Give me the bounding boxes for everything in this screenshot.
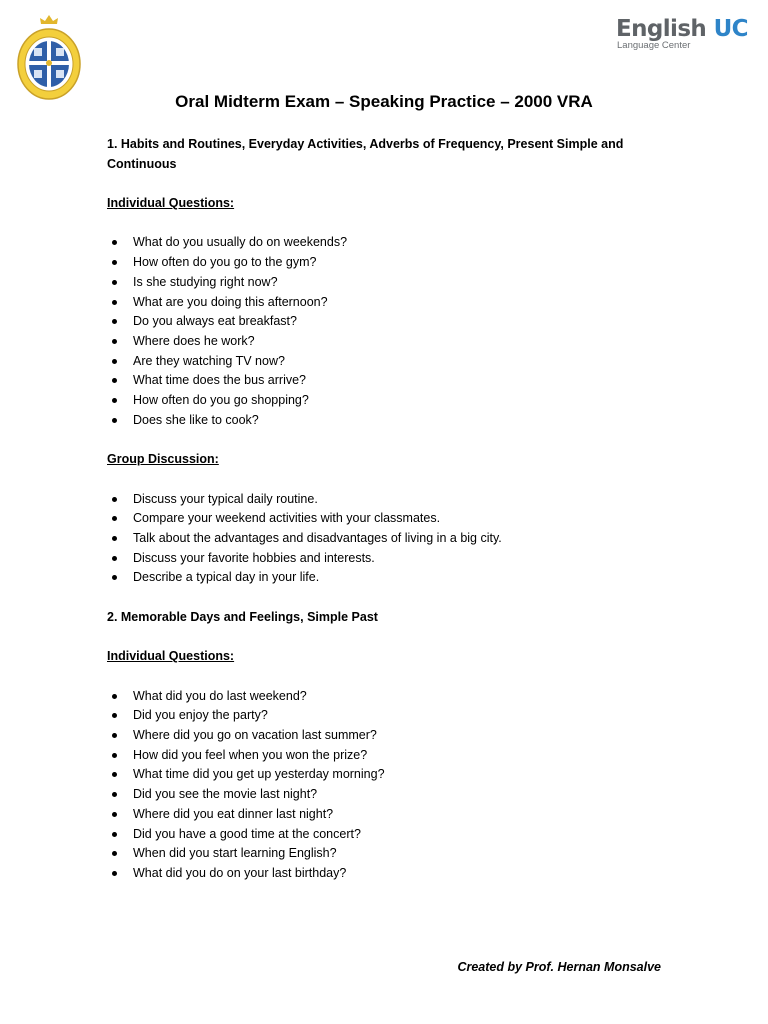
list-item: Are they watching TV now? [107, 352, 667, 372]
english-uc-logo [616, 14, 756, 51]
brand-accent-text: UC [713, 16, 748, 42]
list-item: What time does the bus arrive? [107, 371, 667, 391]
section-1-group-list [107, 490, 667, 589]
page-title: Oral Midterm Exam – Speaking Practice – 2000 VRA [175, 92, 593, 111]
list-item: What time did you get up yesterday morning? [107, 765, 667, 785]
brand-main-text: English [616, 16, 707, 42]
list-item: What did you do on your last birthday? [107, 864, 667, 884]
list-item: Talk about the advantages and disadvantages of living in a big city. [107, 529, 667, 549]
list-item: Did you enjoy the party? [107, 706, 667, 726]
list-item: Discuss your typical daily routine. [107, 490, 667, 510]
list-item: Discuss your favorite hobbies and interests. [107, 549, 667, 569]
section-1-individual-list [107, 233, 667, 430]
list-item: What are you doing this afternoon? [107, 293, 667, 313]
list-item: How did you feel when you won the prize? [107, 746, 667, 766]
section-1-group-label: Group Discussion: [107, 452, 219, 467]
list-item: Where did you go on vacation last summer? [107, 726, 667, 746]
list-item: Did you see the movie last night? [107, 785, 667, 805]
section-1-heading: 1. Habits and Routines, Everyday Activities, Adverbs of Frequency, Present Simple and Continuous [107, 137, 624, 171]
brand-subtitle: Language Center [617, 40, 691, 51]
list-item: What did you do last weekend? [107, 687, 667, 707]
list-item: Where does he work? [107, 332, 667, 352]
section-2-individual-list [107, 687, 667, 884]
list-item: Describe a typical day in your life. [107, 568, 667, 588]
document-body [107, 135, 667, 903]
list-item: Do you always eat breakfast? [107, 312, 667, 332]
list-item: When did you start learning English? [107, 844, 667, 864]
list-item: Is she studying right now? [107, 273, 667, 293]
list-item: What do you usually do on weekends? [107, 233, 667, 253]
university-seal-icon [16, 14, 82, 100]
list-item: How often do you go shopping? [107, 391, 667, 411]
section-1-individual-label: Individual Questions: [107, 196, 235, 211]
list-item: Compare your weekend activities with your classmates. [107, 509, 667, 529]
list-item: How often do you go to the gym? [107, 253, 667, 273]
list-item: Where did you eat dinner last night? [107, 805, 667, 825]
list-item: Does she like to cook? [107, 411, 667, 431]
section-2-individual-label: Individual Questions: [107, 649, 235, 664]
author-credit: Created by Prof. Hernan Monsalve [457, 960, 661, 974]
list-item: Did you have a good time at the concert? [107, 825, 667, 845]
section-2-heading: 2. Memorable Days and Feelings, Simple Past [107, 609, 378, 624]
